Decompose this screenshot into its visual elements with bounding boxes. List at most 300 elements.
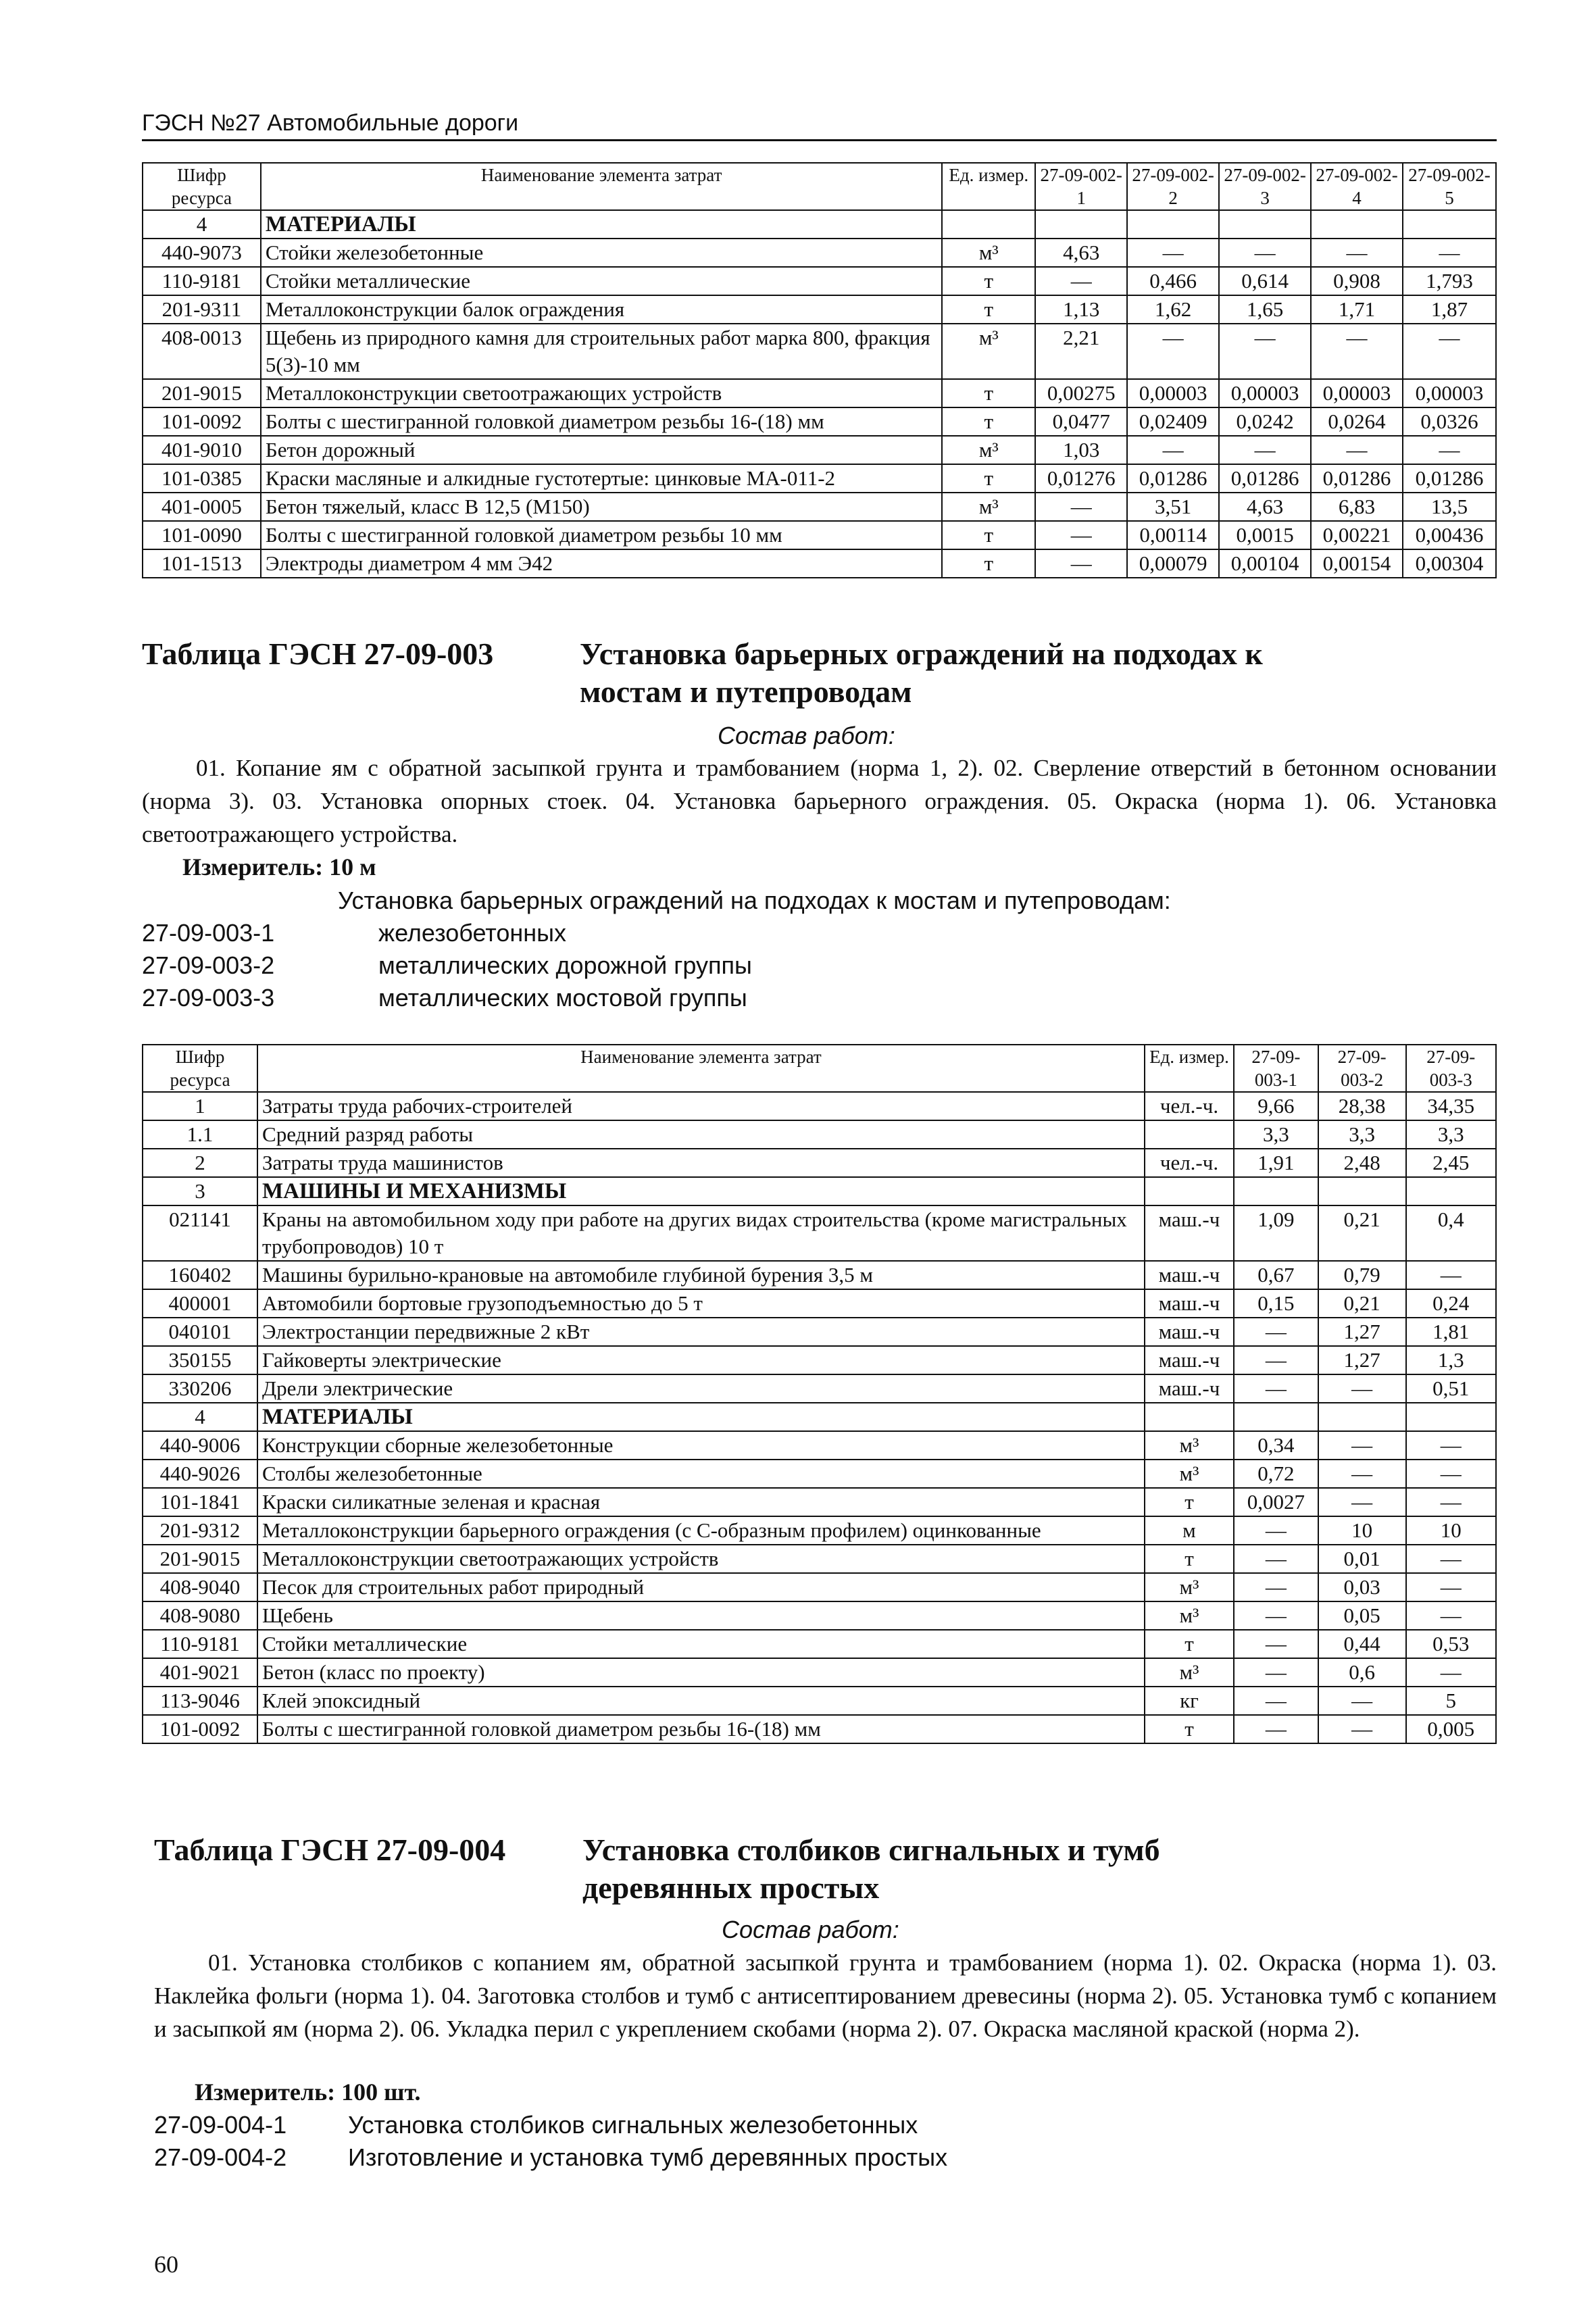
measure: Измеритель: 10 м <box>182 853 376 880</box>
norm-value-cell: 1,91 <box>1234 1149 1318 1177</box>
resource-code-cell: 1 <box>143 1092 257 1120</box>
col-header-norm: 27-09-002-5 <box>1403 163 1496 210</box>
norm-value-cell <box>1219 210 1311 239</box>
unit-cell: м <box>1145 1516 1234 1545</box>
resource-code-cell: 401-9010 <box>143 436 261 464</box>
table-row <box>143 1687 1496 1715</box>
col-header-norm: 27-09-002-3 <box>1219 163 1311 210</box>
norm-value-cell: 3,3 <box>1318 1120 1406 1149</box>
norm-value-cell: 13,5 <box>1403 493 1496 521</box>
item-text: металлических мостовой группы <box>378 984 747 1012</box>
resource-name-cell: Бетон дорожный <box>261 436 942 464</box>
resource-code-cell: 040101 <box>143 1318 257 1346</box>
unit-cell: т <box>942 549 1035 578</box>
norm-value-cell: — <box>1219 436 1311 464</box>
norm-value-cell: 5 <box>1406 1687 1496 1715</box>
norm-value-cell: 0,21 <box>1318 1289 1406 1318</box>
resource-code-cell: 201-9311 <box>143 295 261 324</box>
col-header-norm: 27-09-002-1 <box>1035 163 1127 210</box>
table-row <box>143 1120 1496 1149</box>
resource-code-cell: 401-0005 <box>143 493 261 521</box>
norm-value-cell: 0,00003 <box>1311 379 1403 407</box>
norm-value-cell: 0,005 <box>1406 1715 1496 1743</box>
norm-value-cell: 10 <box>1406 1516 1496 1545</box>
norm-value-cell: — <box>1035 521 1127 549</box>
resource-name-cell: МАТЕРИАЛЫ <box>261 210 942 239</box>
composition-label: Состав работ: <box>718 722 895 749</box>
norm-value-cell: — <box>1406 1261 1496 1289</box>
norm-value-cell: 3,51 <box>1127 493 1219 521</box>
norm-value-cell: 0,0242 <box>1219 407 1311 436</box>
item-code: 27-09-004-1 <box>154 2111 287 2139</box>
unit-cell <box>1145 1177 1234 1205</box>
norm-value-cell: — <box>1035 493 1127 521</box>
unit-cell: м³ <box>1145 1573 1234 1601</box>
col-header-norm: 27-09-003-3 <box>1406 1045 1496 1092</box>
norm-value-cell: 1,71 <box>1311 295 1403 324</box>
norm-value-cell: 1,3 <box>1406 1346 1496 1374</box>
resource-code-cell: 021141 <box>143 1205 257 1261</box>
resource-name-cell: Бетон (класс по проекту) <box>257 1658 1145 1687</box>
unit-cell: м³ <box>1145 1601 1234 1630</box>
col-header-norm: 27-09-002-4 <box>1311 163 1403 210</box>
norm-value-cell: 34,35 <box>1406 1092 1496 1120</box>
resource-name-cell: Стойки металлические <box>257 1630 1145 1658</box>
resource-code-cell: 201-9312 <box>143 1516 257 1545</box>
norm-value-cell <box>1311 210 1403 239</box>
resource-code-cell: 330206 <box>143 1374 257 1403</box>
norm-value-cell: 0,72 <box>1234 1460 1318 1488</box>
resource-name-cell: Электростанции передвижные 2 кВт <box>257 1318 1145 1346</box>
norm-value-cell: 4,63 <box>1035 239 1127 267</box>
norm-value-cell: 1,81 <box>1406 1318 1496 1346</box>
norm-value-cell: 0,67 <box>1234 1261 1318 1289</box>
norm-value-cell: 0,00436 <box>1403 521 1496 549</box>
norm-value-cell: — <box>1234 1658 1318 1687</box>
resource-name-cell: Щебень из природного камня для строительных работ марка 800, фракция 5(3)-10 мм <box>261 324 942 379</box>
norm-value-cell: 2,21 <box>1035 324 1127 379</box>
norm-value-cell: — <box>1035 267 1127 295</box>
norm-value-cell: — <box>1318 1460 1406 1488</box>
table-row <box>143 1149 1496 1177</box>
resource-name-cell: Краны на автомобильном ходу при работе на других видах строительства (кроме магистральных трубопроводов) 10 т <box>257 1205 1145 1261</box>
norm-value-cell <box>1406 1177 1496 1205</box>
norm-value-cell: — <box>1318 1431 1406 1460</box>
norm-value-cell: — <box>1311 436 1403 464</box>
table-header-row <box>143 1045 1496 1092</box>
resource-name-cell: Металлоконструкции светоотражающих устройств <box>261 379 942 407</box>
resource-name-cell: Дрели электрические <box>257 1374 1145 1403</box>
table-label: Таблица ГЭСН 27-09-004 <box>154 1833 506 1867</box>
unit-cell <box>1145 1403 1234 1431</box>
resource-name-cell: Металлоконструкции барьерного ограждения (с С-образным профилем) оцинкованные <box>257 1516 1145 1545</box>
items-intro: Установка барьерных ограждений на подходах к мостам и путепроводам: <box>338 887 1171 914</box>
col-header-unit: Ед. измер. <box>1145 1045 1234 1092</box>
norm-value-cell: 0,01286 <box>1403 464 1496 493</box>
resource-name-cell: МАТЕРИАЛЫ <box>257 1403 1145 1431</box>
unit-cell <box>942 210 1035 239</box>
resource-name-cell: Конструкции сборные железобетонные <box>257 1431 1145 1460</box>
running-header: ГЭСН №27 Автомобильные дороги <box>142 110 1497 141</box>
norm-value-cell: 1,793 <box>1403 267 1496 295</box>
table-row <box>143 1403 1496 1431</box>
table-row <box>143 1177 1496 1205</box>
item-code: 27-09-003-1 <box>142 919 275 947</box>
norm-value-cell: 0,00079 <box>1127 549 1219 578</box>
norm-value-cell: — <box>1406 1488 1496 1516</box>
table-27-09-003-resources <box>142 1044 1497 1744</box>
table-row <box>143 1374 1496 1403</box>
norm-value-cell: 3,3 <box>1234 1120 1318 1149</box>
norm-value-cell: 0,00304 <box>1403 549 1496 578</box>
norm-value-cell: — <box>1234 1545 1318 1573</box>
norm-value-cell: — <box>1234 1687 1318 1715</box>
col-header-name: Наименование элемента затрат <box>257 1045 1145 1092</box>
norm-value-cell: 0,00003 <box>1127 379 1219 407</box>
norm-value-cell: — <box>1219 239 1311 267</box>
norm-value-cell: — <box>1234 1630 1318 1658</box>
norm-value-cell <box>1035 210 1127 239</box>
table-row <box>143 1261 1496 1289</box>
norm-value-cell: 0,34 <box>1234 1431 1318 1460</box>
norm-value-cell: — <box>1234 1573 1318 1601</box>
norm-value-cell: 0,0477 <box>1035 407 1127 436</box>
norm-value-cell: 1,09 <box>1234 1205 1318 1261</box>
unit-cell: маш.-ч <box>1145 1261 1234 1289</box>
norm-value-cell: 0,51 <box>1406 1374 1496 1403</box>
norm-value-cell: 0,02409 <box>1127 407 1219 436</box>
item-code: 27-09-003-3 <box>142 984 275 1012</box>
col-header-name: Наименование элемента затрат <box>261 163 942 210</box>
norm-value-cell: 3,3 <box>1406 1120 1496 1149</box>
unit-cell: т <box>1145 1715 1234 1743</box>
unit-cell: маш.-ч <box>1145 1374 1234 1403</box>
norm-value-cell: — <box>1127 436 1219 464</box>
norm-value-cell: 0,0264 <box>1311 407 1403 436</box>
norm-value-cell: 9,66 <box>1234 1092 1318 1120</box>
resource-name-cell: Клей эпоксидный <box>257 1687 1145 1715</box>
norm-value-cell: 1,65 <box>1219 295 1311 324</box>
section-title: Установка столбиков сигнальных и тумб деревянных простых <box>582 1833 1160 1905</box>
resource-name-cell: Краски силикатные зеленая и красная <box>257 1488 1145 1516</box>
table-row <box>143 1488 1496 1516</box>
norm-value-cell: 0,03 <box>1318 1573 1406 1601</box>
unit-cell: т <box>1145 1630 1234 1658</box>
resource-code-cell: 113-9046 <box>143 1687 257 1715</box>
norm-value-cell: 0,01276 <box>1035 464 1127 493</box>
table-row <box>143 407 1496 436</box>
table-row <box>143 1545 1496 1573</box>
col-header-norm: 27-09-002-2 <box>1127 163 1219 210</box>
resource-name-cell: Средний разряд работы <box>257 1120 1145 1149</box>
resource-name-cell: Болты с шестигранной головкой диаметром резьбы 16-(18) мм <box>257 1715 1145 1743</box>
resource-name-cell: Машины бурильно-крановые на автомобиле глубиной бурения 3,5 м <box>257 1261 1145 1289</box>
item-text: железобетонных <box>378 919 567 947</box>
unit-cell: маш.-ч <box>1145 1346 1234 1374</box>
norm-value-cell <box>1318 1177 1406 1205</box>
norm-value-cell: 0,53 <box>1406 1630 1496 1658</box>
norm-value-cell: 0,00104 <box>1219 549 1311 578</box>
norm-value-cell: 0,466 <box>1127 267 1219 295</box>
unit-cell: м³ <box>942 239 1035 267</box>
unit-cell: м³ <box>1145 1431 1234 1460</box>
norm-value-cell: 6,83 <box>1311 493 1403 521</box>
norm-value-cell: — <box>1406 1431 1496 1460</box>
unit-cell: т <box>1145 1488 1234 1516</box>
unit-cell: т <box>942 379 1035 407</box>
resource-name-cell: Затраты труда рабочих-строителей <box>257 1092 1145 1120</box>
norm-value-cell: 0,24 <box>1406 1289 1496 1318</box>
unit-cell: т <box>942 267 1035 295</box>
resource-code-cell: 2 <box>143 1149 257 1177</box>
resource-code-cell: 401-9021 <box>143 1658 257 1687</box>
table-row <box>143 1573 1496 1601</box>
resource-code-cell: 4 <box>143 1403 257 1431</box>
norm-value-cell: 0,0326 <box>1403 407 1496 436</box>
norm-value-cell: — <box>1406 1601 1496 1630</box>
norm-value-cell: 0,21 <box>1318 1205 1406 1261</box>
unit-cell: м³ <box>1145 1658 1234 1687</box>
norm-value-cell: — <box>1406 1545 1496 1573</box>
norm-value-cell: 28,38 <box>1318 1092 1406 1120</box>
section-title: Установка барьерных ограждений на подходах к мостам и путепроводам <box>580 637 1263 709</box>
table-row <box>143 1658 1496 1687</box>
resource-name-cell: Песок для строительных работ природный <box>257 1573 1145 1601</box>
norm-value-cell: 0,908 <box>1311 267 1403 295</box>
resource-code-cell: 110-9181 <box>143 267 261 295</box>
table-row <box>143 239 1496 267</box>
norm-value-cell: 1,87 <box>1403 295 1496 324</box>
unit-cell: маш.-ч <box>1145 1318 1234 1346</box>
norm-value-cell: 0,6 <box>1318 1658 1406 1687</box>
norm-value-cell: 0,00275 <box>1035 379 1127 407</box>
norm-value-cell <box>1234 1177 1318 1205</box>
item-code: 27-09-004-2 <box>154 2143 287 2171</box>
norm-value-cell: 0,00003 <box>1219 379 1311 407</box>
measure: Измеритель: 100 шт. <box>195 2078 421 2106</box>
composition-text: 01. Копание ям с обратной засыпкой грунта и трамбованием (норма 1, 2). 02. Сверление отверстий в бетонном основании (норма 3). 03. Установка опорных стоек. 04. Установка барьерного ограждения. 05. Окраска (норма 1). 06. Установка светоотражающего устройства. <box>142 755 1497 847</box>
norm-value-cell <box>1127 210 1219 239</box>
norm-value-cell: — <box>1406 1573 1496 1601</box>
table-header-row <box>143 163 1496 210</box>
table-row <box>143 1460 1496 1488</box>
table-row <box>143 267 1496 295</box>
item-text: металлических дорожной группы <box>378 951 752 979</box>
resource-name-cell: Металлоконструкции балок ограждения <box>261 295 942 324</box>
table-row <box>143 1630 1496 1658</box>
norm-value-cell: 0,4 <box>1406 1205 1496 1261</box>
resource-name-cell: Бетон тяжелый, класс В 12,5 (М150) <box>261 493 942 521</box>
unit-cell: м³ <box>942 324 1035 379</box>
resource-code-cell: 440-9006 <box>143 1431 257 1460</box>
norm-value-cell: 1,03 <box>1035 436 1127 464</box>
norm-value-cell: — <box>1219 324 1311 379</box>
unit-cell: т <box>942 464 1035 493</box>
norm-value-cell: — <box>1318 1488 1406 1516</box>
col-header-code: Шифр ресурса <box>143 163 261 210</box>
norm-value-cell: 0,79 <box>1318 1261 1406 1289</box>
norm-value-cell: — <box>1403 239 1496 267</box>
resource-code-cell: 110-9181 <box>143 1630 257 1658</box>
resource-code-cell: 440-9073 <box>143 239 261 267</box>
page-number: 60 <box>154 2251 178 2278</box>
table-label: Таблица ГЭСН 27-09-003 <box>142 637 494 671</box>
table-body <box>143 1092 1496 1743</box>
col-header-code: Шифр ресурса <box>143 1045 257 1092</box>
norm-value-cell: 0,00154 <box>1311 549 1403 578</box>
unit-cell: м³ <box>1145 1460 1234 1488</box>
resource-name-cell: Металлоконструкции светоотражающих устройств <box>257 1545 1145 1573</box>
table-row <box>143 1289 1496 1318</box>
norm-value-cell: 0,0027 <box>1234 1488 1318 1516</box>
unit-cell: м³ <box>942 493 1035 521</box>
resource-code-cell: 101-0090 <box>143 521 261 549</box>
norm-value-cell: — <box>1234 1715 1318 1743</box>
resource-name-cell: МАШИНЫ И МЕХАНИЗМЫ <box>257 1177 1145 1205</box>
resource-code-cell: 160402 <box>143 1261 257 1289</box>
unit-cell: т <box>942 521 1035 549</box>
table-row <box>143 210 1496 239</box>
norm-value-cell: 1,62 <box>1127 295 1219 324</box>
resource-name-cell: Затраты труда машинистов <box>257 1149 1145 1177</box>
resource-code-cell: 101-0092 <box>143 407 261 436</box>
norm-value-cell: — <box>1234 1318 1318 1346</box>
col-header-norm: 27-09-003-2 <box>1318 1045 1406 1092</box>
resource-name-cell: Автомобили бортовые грузоподъемностью до 5 т <box>257 1289 1145 1318</box>
table-body <box>143 210 1496 578</box>
resource-name-cell: Электроды диаметром 4 мм Э42 <box>261 549 942 578</box>
norm-value-cell: — <box>1234 1346 1318 1374</box>
unit-cell: м³ <box>942 436 1035 464</box>
table-row <box>143 324 1496 379</box>
norm-value-cell: — <box>1234 1516 1318 1545</box>
resource-code-cell: 101-0092 <box>143 1715 257 1743</box>
unit-cell: т <box>942 407 1035 436</box>
unit-cell: кг <box>1145 1687 1234 1715</box>
norm-value-cell: 2,48 <box>1318 1149 1406 1177</box>
table-row <box>143 1092 1496 1120</box>
resource-name-cell: Щебень <box>257 1601 1145 1630</box>
resource-code-cell: 4 <box>143 210 261 239</box>
unit-cell <box>1145 1120 1234 1149</box>
norm-value-cell: 0,15 <box>1234 1289 1318 1318</box>
col-header-norm: 27-09-003-1 <box>1234 1045 1318 1092</box>
unit-cell: чел.-ч. <box>1145 1092 1234 1120</box>
resource-name-cell: Гайковерты электрические <box>257 1346 1145 1374</box>
norm-value-cell: 2,45 <box>1406 1149 1496 1177</box>
norm-value-cell: — <box>1311 324 1403 379</box>
resource-code-cell: 440-9026 <box>143 1460 257 1488</box>
norm-value-cell: 0,01286 <box>1127 464 1219 493</box>
norm-value-cell: 0,01 <box>1318 1545 1406 1573</box>
norm-value-cell: 1,13 <box>1035 295 1127 324</box>
norm-value-cell <box>1318 1403 1406 1431</box>
resource-name-cell: Столбы железобетонные <box>257 1460 1145 1488</box>
table-row <box>143 295 1496 324</box>
norm-value-cell: — <box>1403 324 1496 379</box>
table-row <box>143 1205 1496 1261</box>
unit-cell: т <box>1145 1545 1234 1573</box>
norm-value-cell: 0,0015 <box>1219 521 1311 549</box>
norm-value-cell: — <box>1234 1374 1318 1403</box>
norm-value-cell: 0,00003 <box>1403 379 1496 407</box>
resource-name-cell: Краски масляные и алкидные густотертые: цинковые МА-011-2 <box>261 464 942 493</box>
resource-name-cell: Болты с шестигранной головкой диаметром резьбы 10 мм <box>261 521 942 549</box>
table-row <box>143 379 1496 407</box>
resource-code-cell: 408-0013 <box>143 324 261 379</box>
table-row <box>143 1601 1496 1630</box>
norm-value-cell: — <box>1127 324 1219 379</box>
norm-value-cell: 0,44 <box>1318 1630 1406 1658</box>
norm-value-cell: 0,01286 <box>1311 464 1403 493</box>
table-row <box>143 1318 1496 1346</box>
norm-value-cell: — <box>1318 1687 1406 1715</box>
table-row <box>143 1715 1496 1743</box>
norm-value-cell: — <box>1318 1374 1406 1403</box>
norm-value-cell: — <box>1406 1460 1496 1488</box>
table-row <box>143 1431 1496 1460</box>
item-code: 27-09-003-2 <box>142 951 275 979</box>
table-row <box>143 1516 1496 1545</box>
norm-value-cell: — <box>1318 1715 1406 1743</box>
norm-value-cell <box>1403 210 1496 239</box>
resource-code-cell: 201-9015 <box>143 379 261 407</box>
resource-code-cell: 408-9040 <box>143 1573 257 1601</box>
resource-code-cell: 408-9080 <box>143 1601 257 1630</box>
norm-value-cell <box>1406 1403 1496 1431</box>
norm-value-cell: 1,27 <box>1318 1318 1406 1346</box>
norm-value-cell: — <box>1311 239 1403 267</box>
resource-name-cell: Болты с шестигранной головкой диаметром резьбы 16-(18) мм <box>261 407 942 436</box>
composition-label: Состав работ: <box>722 1916 899 1943</box>
table-row <box>143 521 1496 549</box>
resource-name-cell: Стойки железобетонные <box>261 239 942 267</box>
norm-value-cell: 0,614 <box>1219 267 1311 295</box>
unit-cell: т <box>942 295 1035 324</box>
norm-value-cell: 0,00221 <box>1311 521 1403 549</box>
norm-value-cell: 0,01286 <box>1219 464 1311 493</box>
norm-value-cell: — <box>1234 1601 1318 1630</box>
resource-code-cell: 201-9015 <box>143 1545 257 1573</box>
norm-value-cell: 0,05 <box>1318 1601 1406 1630</box>
resource-code-cell: 3 <box>143 1177 257 1205</box>
norm-value-cell <box>1234 1403 1318 1431</box>
resource-code-cell: 101-1513 <box>143 549 261 578</box>
norm-value-cell: 10 <box>1318 1516 1406 1545</box>
unit-cell: маш.-ч <box>1145 1205 1234 1261</box>
resource-code-cell: 350155 <box>143 1346 257 1374</box>
norm-value-cell: 4,63 <box>1219 493 1311 521</box>
resource-code-cell: 400001 <box>143 1289 257 1318</box>
table-row <box>143 464 1496 493</box>
item-text: Установка столбиков сигнальных железобетонных <box>348 2111 918 2139</box>
table-row <box>143 493 1496 521</box>
resource-name-cell: Стойки металлические <box>261 267 942 295</box>
unit-cell: маш.-ч <box>1145 1289 1234 1318</box>
composition-text: 01. Установка столбиков с копанием ям, обратной засыпкой грунта и трамбованием (норма 1). 02. Окраска (норма 1). 03. Наклейка фольги (норма 1). 04. Заготовка столбов и тумб с антисептированием древесины (норма 2). 05. Установка тумб с копанием и засыпкой ям (норма 2). 06. Укладка перил с укреплением скобами (норма 2). 07. Окраска масляной краской (норма 2). <box>154 1949 1497 2042</box>
norm-value-cell: — <box>1406 1658 1496 1687</box>
col-header-unit: Ед. измер. <box>942 163 1035 210</box>
norm-value-cell: 0,00114 <box>1127 521 1219 549</box>
unit-cell: чел.-ч. <box>1145 1149 1234 1177</box>
norm-value-cell: — <box>1127 239 1219 267</box>
resource-code-cell: 1.1 <box>143 1120 257 1149</box>
table-row <box>143 1346 1496 1374</box>
table-row <box>143 436 1496 464</box>
item-text: Изготовление и установка тумб деревянных простых <box>348 2143 948 2171</box>
norm-value-cell: — <box>1035 549 1127 578</box>
table-27-09-002-materials <box>142 162 1497 578</box>
